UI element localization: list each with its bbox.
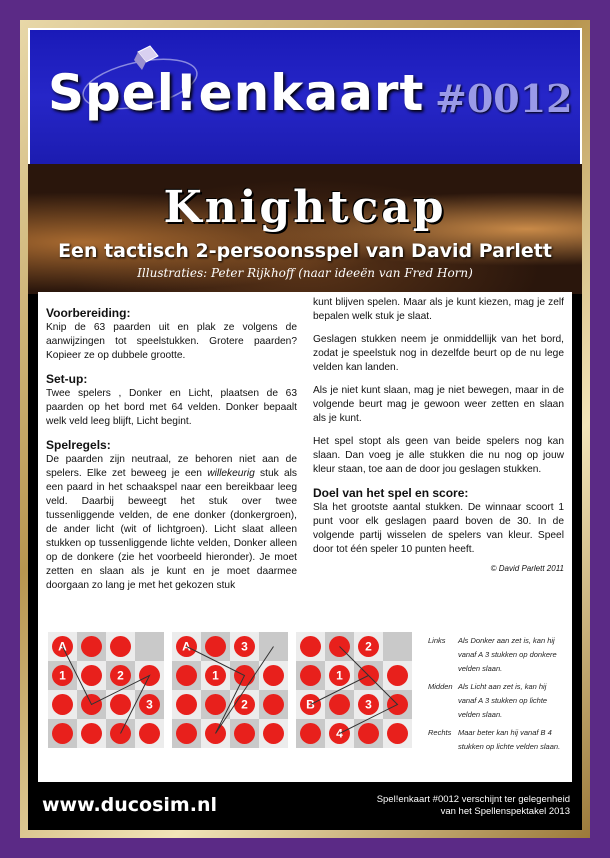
knight-piece	[329, 694, 350, 715]
knight-piece	[263, 723, 284, 744]
knight-piece	[358, 723, 379, 744]
footer-note-line-2: van het Spellenspektakel 2013	[440, 806, 570, 817]
knight-piece	[387, 665, 408, 686]
card-frame	[20, 20, 590, 838]
legend-row-midden	[428, 680, 566, 722]
piece-label: A	[58, 639, 67, 654]
knight-piece	[81, 665, 102, 686]
board-diagram-midden	[172, 632, 288, 748]
board-svg	[48, 632, 164, 748]
doel-text: Sla het grootste aantal stukken. De winnaar scoort 1 punt voor elk geslagen paard boven de 30. In de volgende partij wisselen de spelers van kleur. Speel door tot één speler 10 punten heeft.	[313, 502, 564, 555]
spelregels-text-part-2: stuk als een paard in het schaakspel naar een bereikbaar leeg veld. Daarbij beweegt het stuk over twee tussenliggende velden, de ene donker (donkergroen), de ander licht (wit of lichtgroen). Licht slaat alleen stukken op tussenliggende lichte velden, Donker alleen op de donkere (zie het voorbeeld hieronder). Je moet zetten en slaan als je kunt en je moet daarmee doorgaan zo lang je met het gekozen stuk	[46, 468, 297, 591]
setup-text: Twee spelers , Donker en Licht, plaatsen de 63 paarden op het bord met 64 velden. Donker bepaalt welk veld leeg blijft, Licht begint.	[46, 388, 297, 427]
rules-text	[38, 292, 572, 622]
knight-piece	[234, 723, 255, 744]
right-column	[313, 296, 564, 622]
knight-piece	[81, 723, 102, 744]
issue-number: #0012	[435, 76, 573, 121]
knight-piece	[176, 723, 197, 744]
knight-piece	[52, 694, 73, 715]
legend-text: Als Licht aan zet is, kan hij vanaf A 3 stukken op lichte velden slaan.	[458, 682, 548, 719]
legend-text: Als Donker aan zet is, kan hij vanaf A 3 stukken op donkere velden slaan.	[458, 636, 557, 673]
magazine-title: Spel!enkaart	[48, 64, 425, 122]
doel-heading: Doel van het spel en score:	[313, 486, 469, 500]
game-subtitle: Een tactisch 2-persoonsspel van David Parlett	[58, 240, 552, 262]
piece-label: 1	[212, 668, 219, 683]
knight-piece	[176, 694, 197, 715]
knight-piece	[81, 636, 102, 657]
piece-label: 1	[336, 668, 343, 683]
legend-row-links	[428, 634, 566, 676]
spelregels-text	[46, 453, 297, 593]
setup-heading: Set-up:	[46, 372, 88, 386]
spelregels-emphasis: willekeurig	[207, 468, 255, 479]
piece-label: 1	[59, 668, 66, 683]
header	[28, 28, 582, 166]
knight-piece	[205, 636, 226, 657]
board-svg	[296, 632, 412, 748]
knight-piece	[263, 665, 284, 686]
legend-label: Links	[428, 636, 446, 645]
rules-paragraph-2: Geslagen stukken neem je onmiddellijk van het bord, zodat je speelstuk nog in dezelfde beurt op de nu lege velden kan landen.	[313, 334, 564, 373]
left-column	[46, 296, 297, 622]
board-svg	[172, 632, 288, 748]
spelregels-heading: Spelregels:	[46, 438, 111, 452]
footer-note	[377, 794, 570, 818]
knight-piece	[110, 694, 131, 715]
piece-label: A	[182, 639, 191, 654]
knight-piece	[110, 636, 131, 657]
legend-text: Maar beter kan hij vanaf B 4 stukken op lichte velden slaan.	[458, 728, 561, 751]
card-inner	[28, 28, 582, 830]
knight-piece	[205, 694, 226, 715]
illustration-credits: Illustraties: Peter Rijkhoff (naar ideeën van Fred Horn)	[137, 266, 473, 280]
board-square	[383, 632, 412, 661]
piece-label: 2	[241, 697, 248, 712]
piece-label: 3	[365, 697, 372, 712]
voorbereiding-heading: Voorbereiding:	[46, 306, 131, 320]
piece-label: B	[306, 697, 315, 712]
rules-paragraph-1: kunt blijven spelen. Maar als je kunt kiezen, mag je zelf bepalen welk stuk je slaat.	[313, 297, 564, 322]
footer-note-line-1: Spel!enkaart #0012 verschijnt ter gelegenheid	[376, 794, 570, 805]
knight-piece	[300, 665, 321, 686]
website-link[interactable]: www.ducosim.nl	[42, 794, 217, 816]
diagram-legend	[428, 634, 566, 758]
knight-piece	[300, 636, 321, 657]
game-banner	[28, 164, 582, 294]
legend-label: Rechts	[428, 728, 452, 737]
knight-piece	[52, 723, 73, 744]
voorbereiding-text: Knip de 63 paarden uit en plak ze volgens de aanwijzingen tot speelstukken. Grotere paarden? Kopieer ze op dubbele grootte.	[46, 322, 297, 361]
knight-piece	[176, 665, 197, 686]
board-square	[135, 632, 164, 661]
piece-label: 2	[117, 668, 124, 683]
copyright: © David Parlett 2011	[490, 564, 564, 573]
game-name: Knightcap	[163, 182, 447, 233]
footer	[28, 782, 582, 830]
piece-label: 3	[241, 639, 248, 654]
piece-label: 4	[336, 726, 343, 741]
legend-row-rechts	[428, 726, 566, 754]
board-diagram-rechts	[296, 632, 412, 748]
knight-piece	[387, 723, 408, 744]
knight-piece	[263, 694, 284, 715]
piece-label: 3	[146, 697, 153, 712]
knight-piece	[300, 723, 321, 744]
piece-label: 2	[365, 639, 372, 654]
example-diagrams	[38, 622, 572, 782]
legend-label: Midden	[428, 682, 453, 691]
spelregels-text-part-1: De paarden zijn neutraal, ze behoren niet aan de spelers. Elke zet beweeg je een	[46, 454, 297, 479]
rules-paragraph-3: Als je niet kunt slaan, mag je niet bewegen, maar in de volgende beurt mag je gewoon weer zetten en slaan als je kunt.	[313, 385, 564, 424]
rules-paragraph-4: Het spel stopt als geen van beide spelers nog kan slaan. Dan voeg je alle stukken die nu nog op jouw kleur staan, toe aan de door jou geslagen stukken.	[313, 436, 564, 475]
board-diagram-links	[48, 632, 164, 748]
knight-piece	[139, 723, 160, 744]
